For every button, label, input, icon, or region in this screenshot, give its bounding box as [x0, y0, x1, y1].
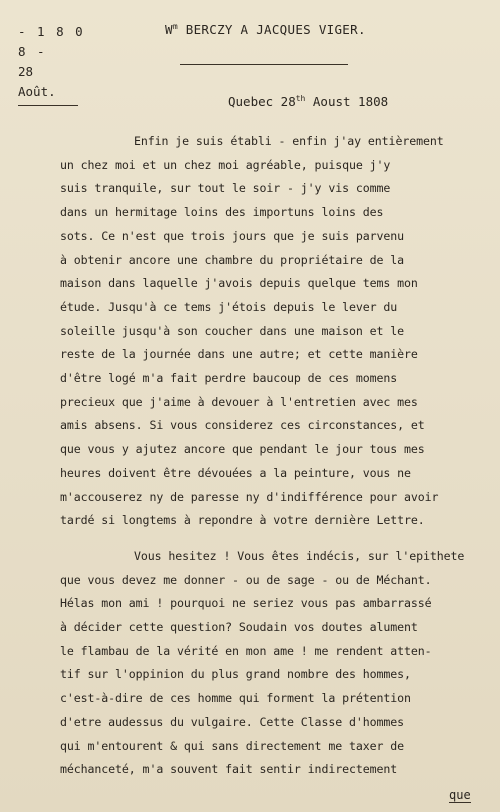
paragraph-gap [60, 533, 472, 545]
title-superscript: m [172, 22, 178, 31]
text-line: dans un hermitage loins des importuns loins des [60, 205, 384, 220]
text-line: Enfin je suis établi - enfin j'ay entièrement [134, 134, 444, 148]
title-underline [180, 64, 348, 65]
text-line: reste de la journée dans une autre; et cette manière [60, 347, 418, 362]
text-line: qui m'entourent & qui sans directement me taxer de [60, 738, 405, 753]
text-line: méchanceté, m'a souvent fait sentir indirectement [60, 762, 398, 777]
text-line: d'etre audessus du vulgaire. Cette Classe d'hommes [60, 714, 405, 729]
text-line: d'être logé m'a fait perdre baucoup de ces momens [60, 371, 398, 386]
text-line: Hélas mon ami ! pourquoi ne seriez vous pas ambarrassé [60, 596, 432, 611]
text-line: que vous devez me donner - ou de sage - ou de Méchant. [60, 572, 432, 587]
title-rest: BERCZY A JACQUES VIGER. [177, 22, 366, 38]
text-line: soleille jusqu'à son coucher dans une maison et le [60, 323, 405, 338]
place-date-rest: Aoust 1808 [305, 94, 389, 110]
text-line: Vous hesitez ! Vous êtes indécis, sur l'epithete [134, 548, 465, 563]
text-line: un chez moi et un chez moi agréable, puisque j'y [60, 157, 391, 172]
text-line: c'est-à-dire de ces homme qui forment la prétention [60, 691, 411, 706]
header-year: - 1 8 0 8 - [18, 24, 85, 59]
place-date-prefix: Quebec 28 [228, 94, 296, 110]
text-line: tardé si longtems à repondre à votre dernière Lettre. [60, 513, 425, 528]
catchword: que [449, 788, 471, 802]
text-line: heures doivent être dévouées a la peinture, vous ne [60, 465, 411, 480]
text-line: precieux que j'aime à devouer à l'entretien avec mes [60, 394, 418, 409]
text-line: que vous y ajutez ancore que pendant le jour tous mes [60, 442, 425, 457]
text-line: à obtenir ancore une chambre du propriétaire de la [60, 252, 405, 267]
text-line: à décider cette question? Soudain vos doutes alument [60, 620, 418, 635]
text-line: tif sur l'oppinion du plus grand nombre des hommes, [60, 667, 411, 682]
text-line: le flambau de la vérité en mon ame ! me rendent atten- [60, 643, 432, 658]
place-date-superscript: th [295, 94, 306, 103]
text-line: m'accouserez ny de paresse ny d'indifférence pour avoir [60, 489, 439, 504]
place-date [228, 94, 388, 109]
text-line: suis tranquile, sur tout le soir - j'y vis comme [60, 181, 391, 196]
text-line: amis absens. Si vous considerez ces circonstances, et [60, 418, 425, 433]
header-date: 28 Août. [18, 62, 78, 106]
title-prefix: W [165, 22, 173, 38]
letter-body [60, 130, 472, 782]
letter-title [165, 22, 425, 37]
text-line: sots. Ce n'est que trois jours que je suis parvenu [60, 228, 405, 243]
text-line: étude. Jusqu'à ce tems j'étois depuis le lever du [60, 299, 398, 314]
document-header-left [18, 22, 98, 106]
text-line: maison dans laquelle j'avois depuis quelque tems mon [60, 276, 418, 291]
